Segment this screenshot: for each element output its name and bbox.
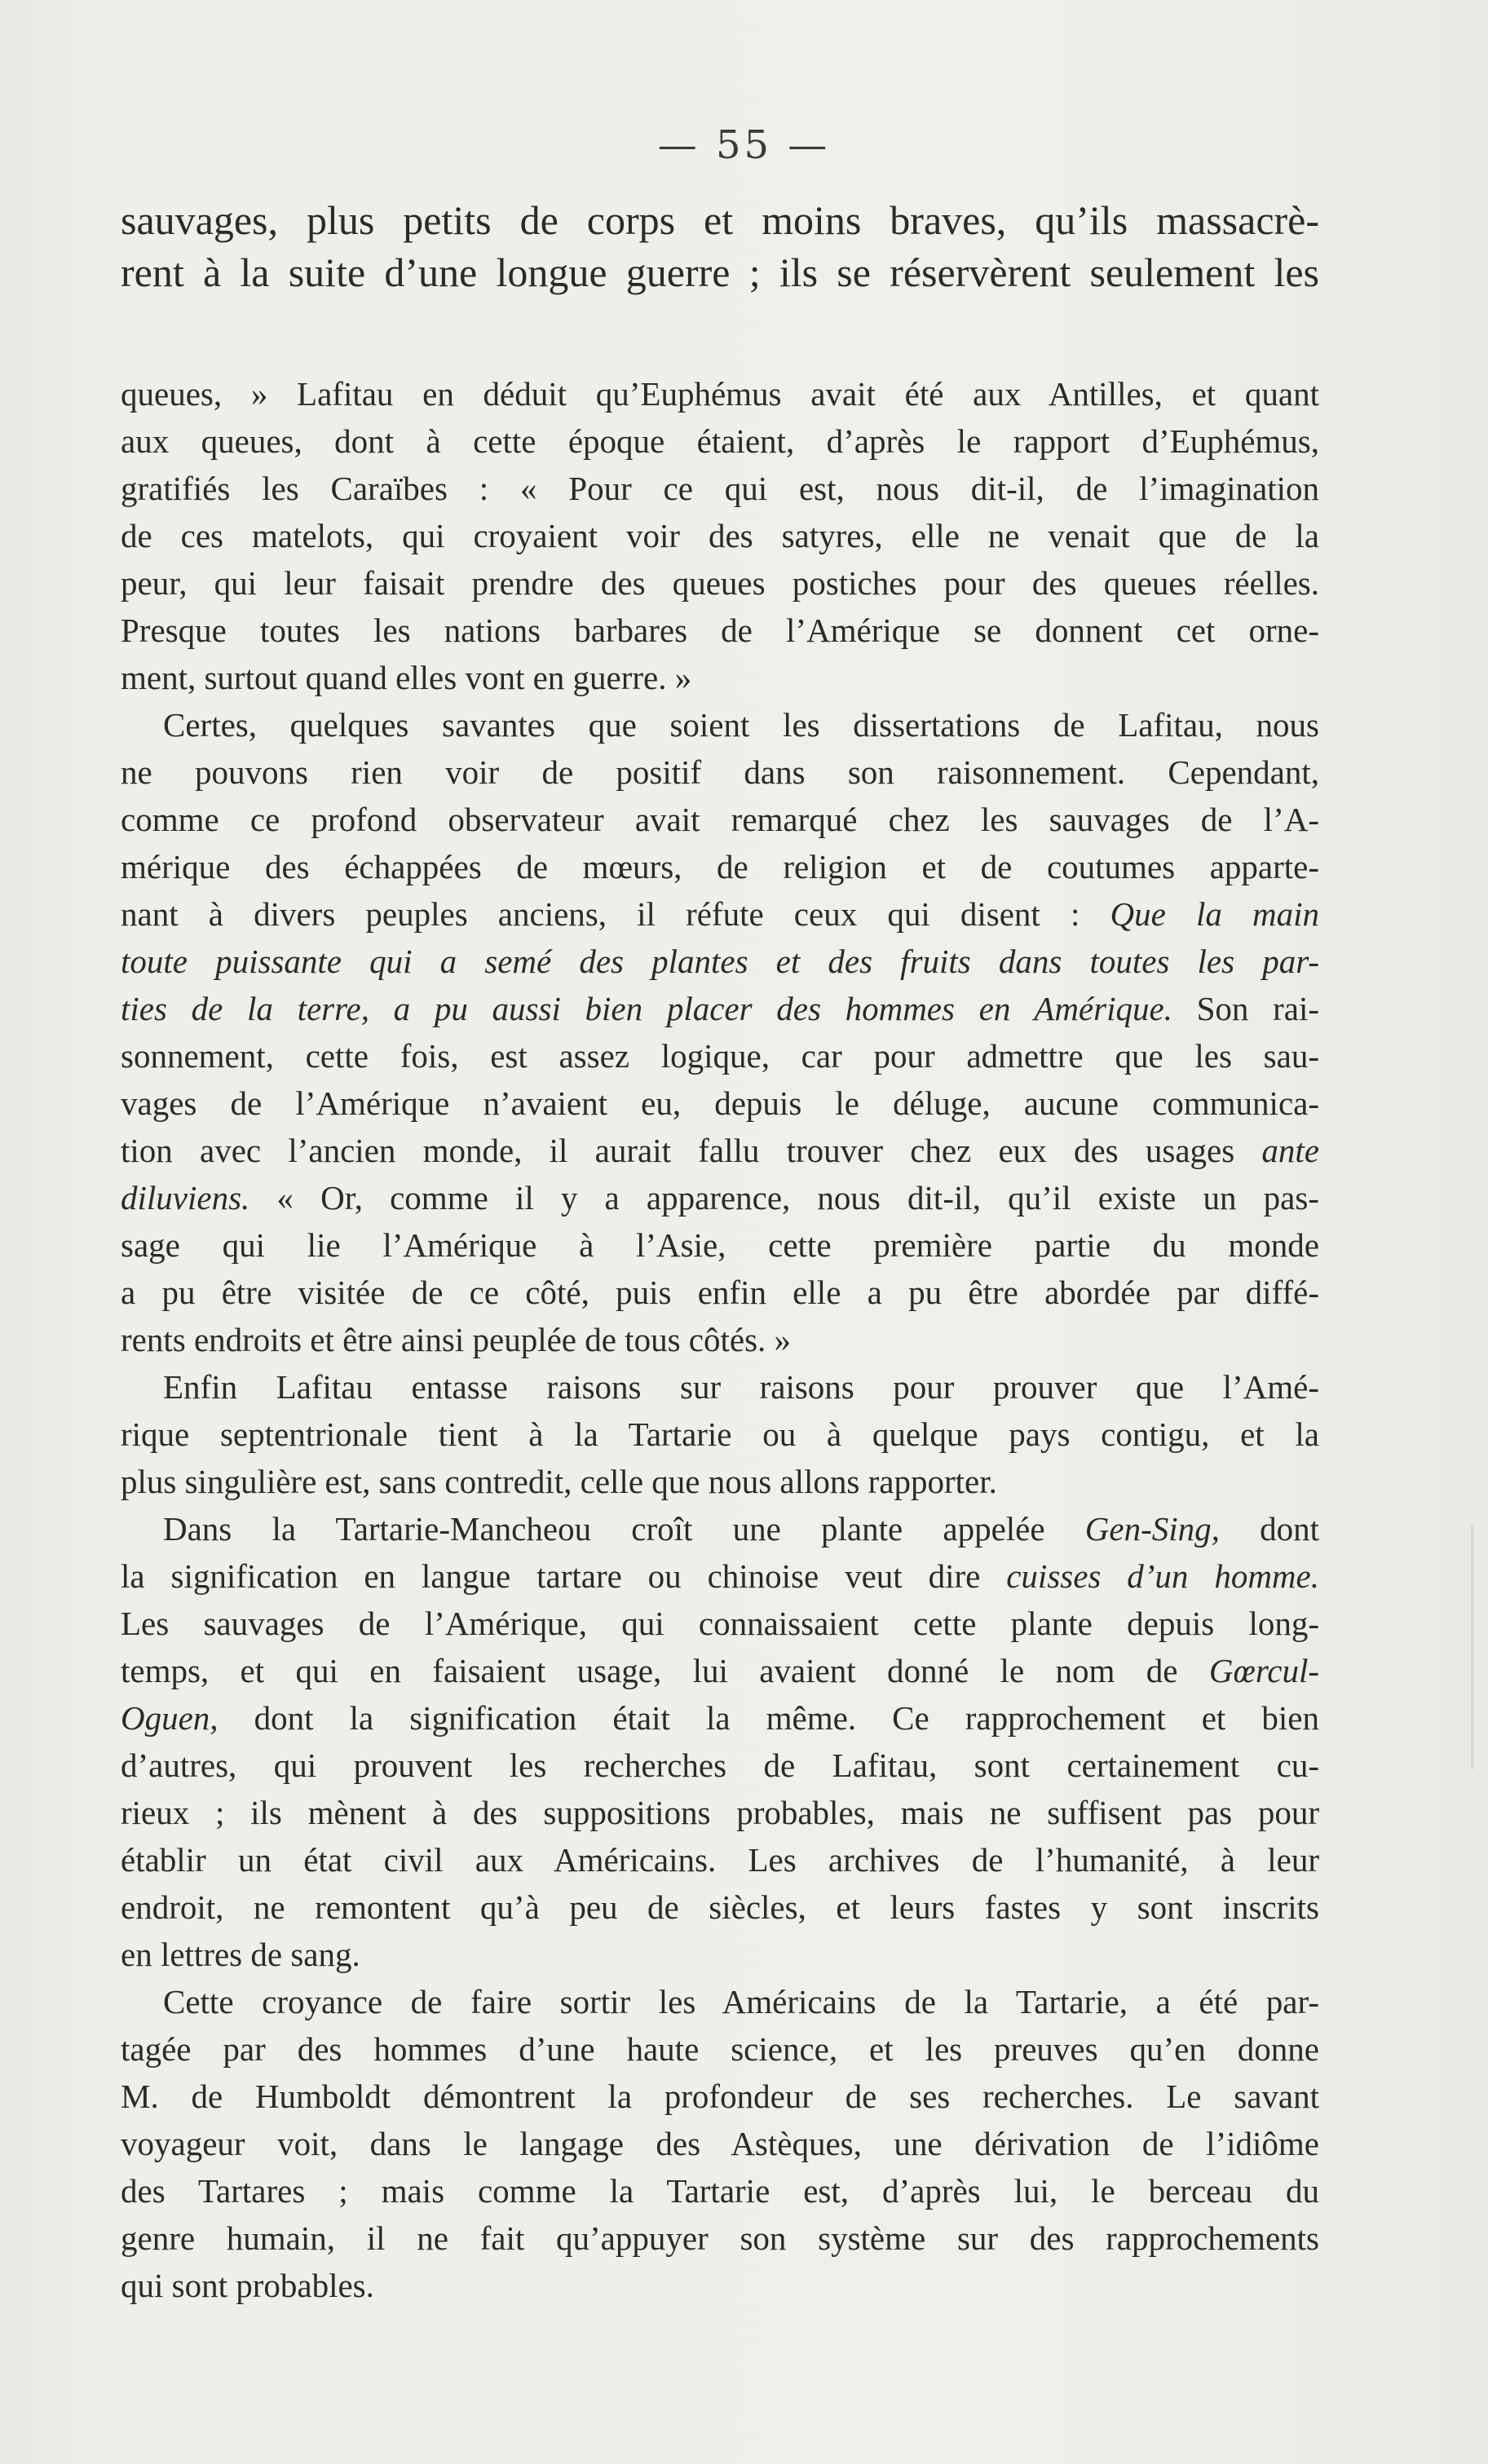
text-line: [121, 701, 1319, 748]
text-line: [121, 938, 1319, 985]
line-text: M. de Humboldt démontrent la profondeur de ses recherches. Le savant: [121, 2078, 1319, 2115]
line-text-after: « Or, comme il y a apparence, nous dit-il, qu’il existe un pas-: [249, 1179, 1319, 1217]
text-line: [121, 1316, 1319, 1363]
line-italic-text: toute puissante qui a semé des plantes et des fruits dans toutes les par-: [121, 943, 1319, 980]
line-text: queues, » Lafitau en déduit qu’Euphémus avait été aux Antilles, et quant: [121, 375, 1319, 413]
line-text: Dans la Tartarie-Mancheou croît une plante appelée: [163, 1510, 1085, 1548]
text-line: [121, 246, 1319, 298]
line-text: établir un état civil aux Américains. Les archives de l’humanité, à leur: [121, 1841, 1319, 1879]
line-text: Presque toutes les nations barbares de l’Amérique se donnent cet orne-: [121, 612, 1319, 649]
line-text: genre humain, il ne fait qu’appuyer son système sur des rapprochements: [121, 2219, 1319, 2257]
text-line: [121, 1032, 1319, 1080]
line-text: sage qui lie l’Amérique à l’Asie, cette première partie du monde: [121, 1226, 1319, 1264]
line-text: nant à divers peuples anciens, il réfute ceux qui disent :: [121, 895, 1110, 933]
text-line: [121, 654, 1319, 701]
text-line: [121, 1505, 1319, 1552]
line-text: sonnement, cette fois, est assez logique, car pour admettre que les sau-: [121, 1037, 1319, 1075]
line-text: qui sont probables.: [121, 2267, 374, 2304]
text-line: [121, 796, 1319, 843]
line-text: Cette croyance de faire sortir les Américains de la Tartarie, a été par-: [163, 1983, 1319, 2020]
text-line: [121, 1127, 1319, 1174]
line-text: des Tartares ; mais comme la Tartarie est, d’après lui, le berceau du: [121, 2172, 1319, 2210]
text-line: [121, 2215, 1319, 2262]
line-text-after: dont: [1219, 1510, 1319, 1548]
line-text-after: dont la signification était la même. Ce rapprochement et bien: [218, 1699, 1319, 1737]
line-text: rieux ; ils mènent à des suppositions probables, mais ne suffisent pas pour: [121, 1794, 1319, 1831]
text-line: [121, 1978, 1319, 2025]
line-italic-text: ties de la terre, a pu aussi bien placer des hommes en Amérique.: [121, 990, 1172, 1027]
line-text: comme ce profond observateur avait remarqué chez les sauvages de l’A-: [121, 801, 1319, 838]
text-line: [121, 465, 1319, 512]
line-text: vages de l’Amérique n’avaient eu, depuis le déluge, aucune communica-: [121, 1084, 1319, 1122]
line-text: tion avec l’ancien monde, il aurait fallu trouver chez eux des usages: [121, 1132, 1262, 1169]
text-line: [121, 1411, 1319, 1458]
line-text: Enfin Lafitau entasse raisons sur raisons pour prouver que l’Amé-: [163, 1368, 1319, 1406]
line-italic-text: cuisses d’un homme.: [1006, 1557, 1319, 1595]
text-line: [121, 2025, 1319, 2073]
line-text-after: Son rai-: [1172, 990, 1319, 1027]
line-text: peur, qui leur faisait prendre des queues postiches pour des queues réelles.: [121, 564, 1319, 602]
text-line: [121, 1174, 1319, 1221]
line-text: rique septentrionale tient à la Tartarie ou à quelque pays contigu, et la: [121, 1415, 1319, 1453]
text-line: [121, 417, 1319, 465]
line-text: de ces matelots, qui croyaient voir des satyres, elle ne venait que de la: [121, 517, 1319, 554]
text-line: [121, 2120, 1319, 2167]
line-text: d’autres, qui prouvent les recherches de Lafitau, sont certainement cu-: [121, 1746, 1319, 1784]
text-line: [121, 1789, 1319, 1836]
line-italic-text: Gœrcul-: [1208, 1652, 1319, 1689]
text-line: [121, 1836, 1319, 1883]
paragraph-gap: [121, 298, 1319, 370]
text-line: [121, 2167, 1319, 2215]
text-line: [121, 1742, 1319, 1789]
line-text: gratifiés les Caraïbes : « Pour ce qui est, nous dit-il, de l’imagination: [121, 470, 1319, 507]
line-text: a pu être visitée de ce côté, puis enfin elle a pu être abordée par diffé-: [121, 1274, 1319, 1311]
line-text: endroit, ne remontent qu’à peu de siècles, et leurs fastes y sont inscrits: [121, 1888, 1319, 1926]
line-italic-text: diluviens.: [121, 1179, 250, 1217]
page-edge-shadow: [1471, 1525, 1473, 1769]
line-italic-text: ante: [1261, 1132, 1319, 1169]
text-line: [121, 1883, 1319, 1931]
line-text: rent à la suite d’une longue guerre ; ils se réservèrent seulement les: [121, 249, 1319, 295]
text-line: [121, 1221, 1319, 1269]
line-text: mérique des échappées de mœurs, de religion et de coutumes apparte-: [121, 848, 1319, 885]
text-line: [121, 1931, 1319, 1978]
line-italic-text: Oguen,: [121, 1699, 219, 1737]
line-text: ment, surtout quand elles vont en guerre. »: [121, 659, 692, 696]
line-text: Les sauvages de l’Amérique, qui connaissaient cette plante depuis long-: [121, 1605, 1319, 1642]
text-line: [121, 194, 1319, 246]
line-text: tagée par des hommes d’une haute science, et les preuves qu’en donne: [121, 2030, 1319, 2068]
text-line: [121, 559, 1319, 607]
line-text: la signification en langue tartare ou chinoise veut dire: [121, 1557, 1007, 1595]
line-text: voyageur voit, dans le langage des Astèques, une dérivation de l’idiôme: [121, 2125, 1319, 2162]
text-line: [121, 890, 1319, 938]
line-italic-text: Gen-Sing,: [1084, 1510, 1220, 1548]
text-line: [121, 607, 1319, 654]
text-line: [121, 1600, 1319, 1647]
text-line: [121, 1363, 1319, 1411]
body-text: [121, 194, 1319, 2309]
text-line: [121, 1694, 1319, 1742]
text-line: [121, 843, 1319, 890]
text-line: [121, 370, 1319, 417]
text-line: [121, 1080, 1319, 1127]
line-text: Certes, quelques savantes que soient les dissertations de Lafitau, nous: [163, 706, 1319, 744]
line-text: aux queues, dont à cette époque étaient, d’après le rapport d’Euphémus,: [121, 422, 1319, 460]
text-line: [121, 512, 1319, 559]
line-text: sauvages, plus petits de corps et moins braves, qu’ils massacrè-: [121, 197, 1319, 243]
text-line: [121, 1552, 1319, 1600]
line-text: en lettres de sang.: [121, 1936, 360, 1973]
line-text: plus singulière est, sans contredit, celle que nous allons rapporter.: [121, 1463, 997, 1500]
text-line: [121, 748, 1319, 796]
line-text: ne pouvons rien voir de positif dans son raisonnement. Cependant,: [121, 753, 1319, 791]
text-line: [121, 985, 1319, 1032]
page-number: — 55 —: [657, 122, 831, 168]
line-italic-text: Que la main: [1110, 895, 1319, 933]
text-line: [121, 2073, 1319, 2120]
line-text: rents endroits et être ainsi peuplée de tous côtés. »: [121, 1321, 792, 1358]
line-text: temps, et qui en faisaient usage, lui avaient donné le nom de: [121, 1652, 1209, 1689]
text-line: [121, 1269, 1319, 1316]
text-line: [121, 1458, 1319, 1505]
text-line: [121, 2262, 1319, 2309]
text-line: [121, 1647, 1319, 1694]
